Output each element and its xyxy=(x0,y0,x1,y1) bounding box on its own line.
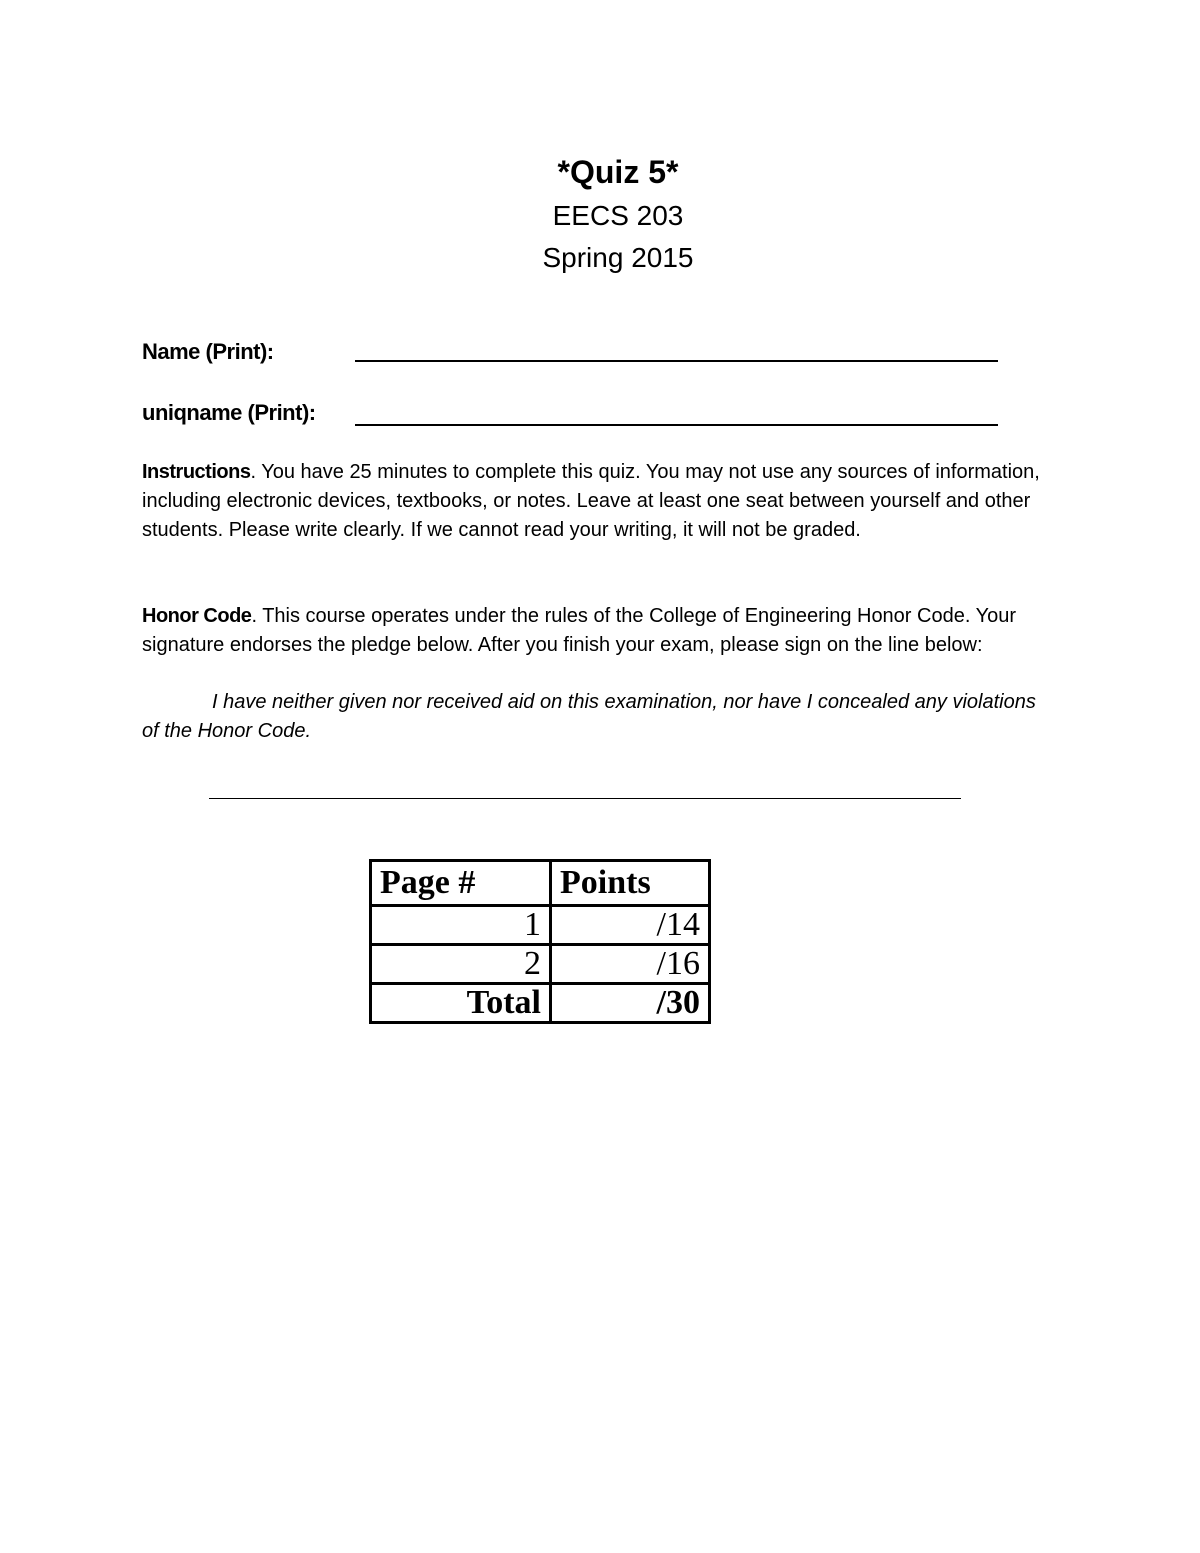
term: Spring 2015 xyxy=(542,242,694,273)
name-line[interactable] xyxy=(355,360,998,362)
header-page: Page # xyxy=(371,861,551,906)
honor-pledge: I have neither given nor received aid on this examination, nor have I concealed any violations of the Honor Code. xyxy=(142,691,1036,742)
signature-line[interactable] xyxy=(209,798,961,799)
table-row xyxy=(371,906,710,945)
page-number-cell: 2 xyxy=(371,945,551,984)
honor-code-paragraph xyxy=(142,602,1082,660)
total-label: Total xyxy=(371,984,551,1023)
points-cell: /14 xyxy=(551,906,710,945)
table-row xyxy=(371,945,710,984)
instructions-text: . You have 25 minutes to complete this quiz. You may not use any sources of information, including electronic devices, textbooks, or notes. Leave at least one seat between yourself and other students. Please write clearly. If we cannot read your writing, it will not be graded. xyxy=(142,461,1040,541)
uniqname-line[interactable] xyxy=(355,424,998,426)
score-table xyxy=(369,859,711,1024)
total-row xyxy=(371,984,710,1023)
instructions-paragraph xyxy=(142,458,1082,545)
instructions-lead: Instructions xyxy=(142,461,251,483)
name-label: Name (Print): xyxy=(142,339,274,364)
quiz-title: *Quiz 5* xyxy=(557,154,679,190)
header-points: Points xyxy=(551,861,710,906)
points-cell: /16 xyxy=(551,945,710,984)
page-number-cell: 1 xyxy=(371,906,551,945)
score-table-header xyxy=(371,861,710,906)
uniqname-label: uniqname (Print): xyxy=(142,400,316,425)
honor-code-text: . This course operates under the rules of the College of Engineering Honor Code. Your signature endorses the pledge below. After you finish your exam, please sign on the line below: xyxy=(142,605,1016,656)
course-code: EECS 203 xyxy=(552,200,684,231)
honor-code-lead: Honor Code xyxy=(142,605,252,627)
total-points: /30 xyxy=(551,984,710,1023)
